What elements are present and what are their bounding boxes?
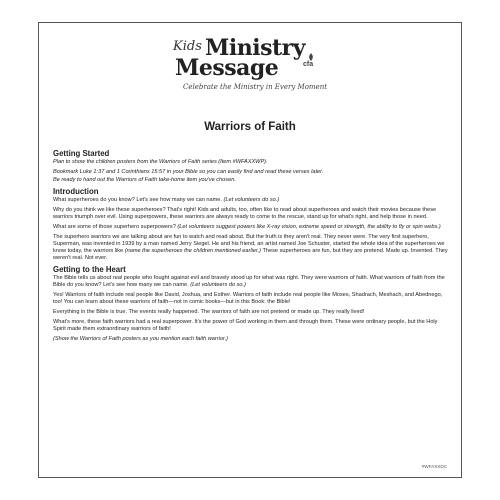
logo-tagline: Celebrate the Ministry in Every Moment xyxy=(183,83,328,91)
document-body xyxy=(53,150,449,347)
paragraph xyxy=(53,234,449,262)
paragraph-emphasis: real xyxy=(112,275,123,281)
logo-cfa-text: cfa xyxy=(303,61,314,68)
section-introduction xyxy=(53,188,449,262)
logo-message-text: Message xyxy=(175,55,279,81)
paragraph-instruction: (Let volunteers do so.) xyxy=(223,197,280,203)
paragraph-instruction: (Let volunteers suggest powers like X-ray vision, extreme speed or strength, the ability to fly or spin webs.) xyxy=(177,224,441,230)
paragraph: Yes! Warriors of faith include real people like David, Joshua, and Esther. Warriors of faith include real people like Moses, Shadrach, Meshach, and Abednego, too! You can learn about these warriors of faith—not in comic books—but in this Book: the Bible! xyxy=(53,292,443,305)
paragraph xyxy=(53,224,449,231)
section-heading: Getting to the Heart xyxy=(53,265,126,274)
item-code: #WFAXXDC xyxy=(421,464,447,469)
paragraph-text: What superheroes do you know? Let's see how many we can name. xyxy=(53,197,222,203)
paragraph: What's more, these faith warriors had a real superpower. It's the power of God working in them and through them. These were ordinary people, but the Holy Spirit made them extraordinary warriors of faith! xyxy=(53,319,438,332)
section-heading: Getting Started xyxy=(53,149,110,158)
paragraph: Be ready to hand out the Warriors of Faith take-home item you've chosen. xyxy=(53,177,236,183)
paragraph-text: The Bible tells us about xyxy=(53,275,112,281)
paragraph xyxy=(53,275,449,289)
section-getting-to-the-heart xyxy=(53,266,449,343)
paragraph-text: The superhero warriors we are talking about are fun to watch and read about. But the truth is they aren't real. They never were. The very first superhero, Superman, was invented in 1939 by a man named Jerry Siegel. He and his friend, an artist named Joe Schuster, started the whole idea of the superheroes we know today, the warriors like xyxy=(53,234,445,254)
paragraph-instruction: (Show the Warriors of Faith posters as you mention each faith warrior.) xyxy=(53,336,229,342)
paragraph-text: people who fought against evil and bravely stood up for what was right. They were warriors of faith. What warriors of faith from the Bible do you know? Let's see how many we can name. xyxy=(53,275,445,288)
section-heading: Introduction xyxy=(53,187,99,196)
paragraph xyxy=(53,197,449,204)
kids-ministry-message-logo xyxy=(169,31,329,99)
page-title: Warriors of Faith xyxy=(204,121,296,133)
paragraph-text: What are some of those superhero superpowers? xyxy=(53,224,176,230)
paragraph-instruction: (Let volunteers do so.) xyxy=(190,282,246,288)
paragraph-text: These superheroes are fun, but they are pretend. Made up. Invented. They weren't real. Not ever. xyxy=(53,248,448,261)
logo-ministry-text: Ministry xyxy=(205,35,305,61)
cfa-flame-icon xyxy=(307,53,315,61)
paragraph: Everything in the Bible is true. The events really happened. The warriors of faith are not pretend or made up. They really lived! xyxy=(53,309,365,315)
paragraph-instruction: (name the superheroes the children mentioned earlier.) xyxy=(124,248,262,254)
section-getting-started xyxy=(53,150,449,184)
paragraph: Plan to show the children posters from the Warriors of Faith series (Item #WFAXXWP). xyxy=(53,159,268,165)
logo-kids-text: Kids xyxy=(173,39,202,54)
paragraph: Bookmark Luke 1:37 and 1 Corinthians 15:57 in your Bible so you can easily find and read these verses later. xyxy=(53,169,324,175)
document-page xyxy=(38,22,462,478)
paragraph: Why do you think we like these superheroes? That's right! Kids and adults, too, often like to read about superheroes and watch their movies because these warriors triumph over evil. Using superpowers, these warriors are always ready to come to the rescue, stand up for what's right, and help those in need. xyxy=(53,207,437,220)
